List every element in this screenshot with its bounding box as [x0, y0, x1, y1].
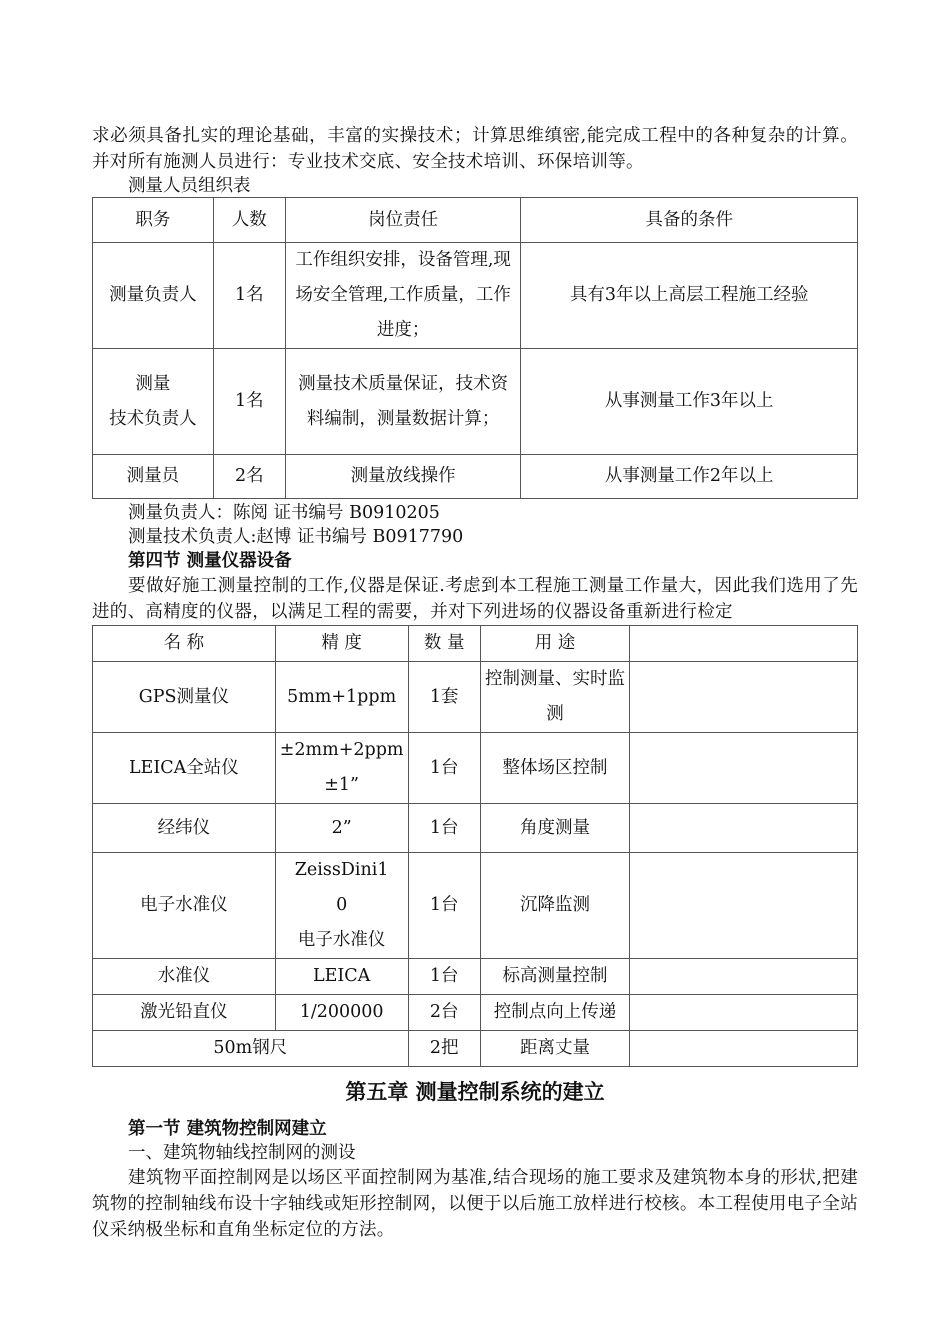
- requirement-cell: 从事测量工作3年以上: [521, 349, 858, 455]
- table-row: [93, 455, 858, 499]
- survey-lead-line: 测量负责人：陈阅 证书编号 B0910205: [128, 503, 440, 523]
- precision-cell: ZeissDini1 0 电子水准仪: [275, 853, 408, 959]
- precision-cell: LEICA: [275, 959, 408, 995]
- use-cell: 距离丈量: [480, 1031, 629, 1067]
- table-row: [93, 853, 858, 959]
- header-cell: 岗位责任: [285, 198, 521, 243]
- header-cell: [630, 626, 858, 662]
- name-cell: 电子水准仪: [93, 853, 276, 959]
- duty-cell: 测量技术质量保证，技术资料编制，测量数据计算；: [285, 349, 521, 455]
- header-cell: 职务: [93, 198, 214, 243]
- precision-cell: 5mm+1ppm: [275, 662, 408, 733]
- empty-cell: [630, 662, 858, 733]
- header-cell: 用 途: [480, 626, 629, 662]
- requirement-cell: 具有3年以上高层工程施工经验: [521, 243, 858, 349]
- use-cell: 标高测量控制: [480, 959, 629, 995]
- quantity-cell: 1台: [408, 853, 480, 959]
- quantity-cell: 1台: [408, 733, 480, 804]
- chapter-title: 第五章 测量控制系统的建立: [345, 1080, 605, 1104]
- quantity-cell: 2台: [408, 995, 480, 1031]
- table-row: [93, 349, 858, 455]
- table-row: [93, 959, 858, 995]
- quantity-cell: 1台: [408, 804, 480, 853]
- role-cell: 测量负责人: [93, 243, 214, 349]
- quantity-cell: 1套: [408, 662, 480, 733]
- quantity-cell: 1台: [408, 959, 480, 995]
- role-cell: 测量 技术负责人: [93, 349, 214, 455]
- header-cell: 人数: [213, 198, 285, 243]
- table-row: [93, 995, 858, 1031]
- precision-cell: 1/200000: [275, 995, 408, 1031]
- staff-table: [92, 197, 858, 499]
- empty-cell: [630, 853, 858, 959]
- role-cell: 测量员: [93, 455, 214, 499]
- intro-paragraph: 求必须具备扎实的理论基础，丰富的实操技术；计算思维缜密,能完成工程中的各种复杂的计算。并对所有施测人员进行：专业技术交底、安全技术培训、环保培训等。: [92, 126, 858, 172]
- header-cell: 具备的条件: [521, 198, 858, 243]
- name-cell: GPS测量仪: [93, 662, 276, 733]
- table-row: [93, 733, 858, 804]
- count-cell: 1名: [213, 349, 285, 455]
- empty-cell: [630, 995, 858, 1031]
- quantity-cell: 2把: [408, 1031, 480, 1067]
- count-cell: 2名: [213, 455, 285, 499]
- tech-lead-line: 测量技术负责人:赵博 证书编号 B0917790: [128, 527, 464, 547]
- table-row: [93, 1031, 858, 1067]
- count-cell: 1名: [213, 243, 285, 349]
- duty-cell: 工作组织安排，设备管理,现场安全管理,工作质量，工作进度；: [285, 243, 521, 349]
- name-cell: 经纬仪: [93, 804, 276, 853]
- table-header-row: [93, 198, 858, 243]
- use-cell: 整体场区控制: [480, 733, 629, 804]
- empty-cell: [630, 959, 858, 995]
- name-cell: 50m钢尺: [93, 1031, 409, 1067]
- section-heading: 第四节 测量仪器设备: [128, 551, 292, 571]
- control-network-paragraph: 建筑物平面控制网是以场区平面控制网为基准,结合现场的施工要求及建筑物本身的形状,把建筑物的控制轴线布设十字轴线或矩形控制网，以便于以后施工放样进行校核。本工程使用电子全站仪采纳极坐标和直角坐标定位的方法。: [92, 1168, 858, 1240]
- header-cell: 数 量: [408, 626, 480, 662]
- use-cell: 角度测量: [480, 804, 629, 853]
- table-row: [93, 662, 858, 733]
- document-page: [92, 0, 858, 1243]
- use-cell: 控制点向上传递: [480, 995, 629, 1031]
- equipment-intro-paragraph: 要做好施工测量控制的工作,仪器是保证.考虑到本工程施工测量工作量大，因此我们选用了先进的、高精度的仪器，以满足工程的需要，并对下列进场的仪器设备重新进行检定: [92, 576, 858, 622]
- section-heading: 第一节 建筑物控制网建立: [128, 1119, 327, 1139]
- empty-cell: [630, 1031, 858, 1067]
- staff-table-caption: 测量人员组织表: [128, 176, 251, 196]
- table-row: [93, 804, 858, 853]
- empty-cell: [630, 804, 858, 853]
- name-cell: 水准仪: [93, 959, 276, 995]
- use-cell: 沉降监测: [480, 853, 629, 959]
- equipment-table: [92, 625, 858, 1067]
- subsection-heading: 一、建筑物轴线控制网的测设: [128, 1143, 356, 1163]
- header-cell: 精 度: [275, 626, 408, 662]
- precision-cell: 2”: [275, 804, 408, 853]
- table-row: [93, 243, 858, 349]
- precision-cell: ±2mm+2ppm ±1”: [275, 733, 408, 804]
- use-cell: 控制测量、实时监测: [480, 662, 629, 733]
- name-cell: 激光铅直仪: [93, 995, 276, 1031]
- requirement-cell: 从事测量工作2年以上: [521, 455, 858, 499]
- empty-cell: [630, 733, 858, 804]
- name-cell: LEICA全站仪: [93, 733, 276, 804]
- duty-cell: 测量放线操作: [285, 455, 521, 499]
- header-cell: 名 称: [93, 626, 276, 662]
- table-header-row: [93, 626, 858, 662]
